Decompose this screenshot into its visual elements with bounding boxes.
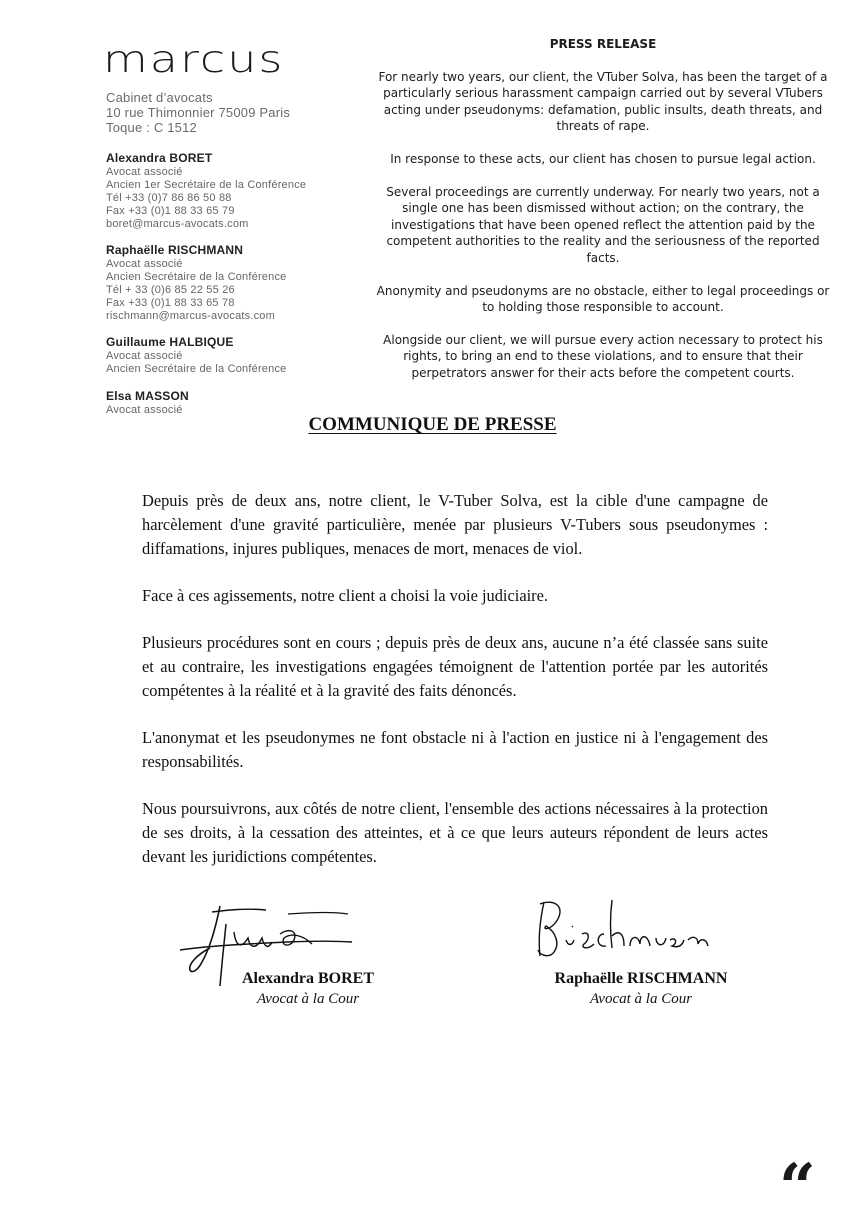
lawyer-detail: Tél + 33 (0)6 85 22 55 26 bbox=[106, 284, 235, 296]
firm-logo: marcus bbox=[103, 36, 285, 81]
lawyer-name: Alexandra BORET bbox=[106, 151, 213, 165]
french-paragraph: Face à ces agissements, notre client a choisi la voie judiciaire. bbox=[142, 586, 548, 605]
lawyer-detail: Ancien Secrétaire de la Conférence bbox=[106, 363, 287, 375]
lawyer-detail: Ancien 1er Secrétaire de la Conférence bbox=[106, 179, 307, 191]
firm-line: Toque : C 1512 bbox=[106, 120, 197, 135]
signature-name-rischmann: Raphaëlle RISCHMANN bbox=[554, 970, 728, 987]
lawyer-detail: Avocat associé bbox=[106, 258, 183, 270]
firm-line: Cabinet d’avocats bbox=[106, 90, 213, 105]
lawyer-detail: Fax +33 (0)1 88 33 65 78 bbox=[106, 297, 235, 309]
lawyer-masson bbox=[106, 390, 189, 417]
signature-name-boret: Alexandra BORET bbox=[241, 970, 374, 987]
english-paragraph: Several proceedings are currently underway. For nearly two years, not a single one has been dismissed without action; on the contrary, the investigations that have been opened reflect the attention paid by the competent authorities to the reality and the seriousness of the reported facts. bbox=[386, 184, 820, 265]
firm-address bbox=[106, 90, 290, 135]
french-body bbox=[142, 489, 768, 892]
english-paragraph: Anonymity and pseudonyms are no obstacle, either to legal proceedings or to holding those responsible to account. bbox=[376, 283, 830, 315]
lawyer-name: Guillaume HALBIQUE bbox=[106, 335, 234, 349]
lawyer-detail: Tél +33 (0)7 86 86 50 88 bbox=[106, 192, 232, 204]
english-paragraph: For nearly two years, our client, the VTuber Solva, has been the target of a particularly serious harassment campaign carried out by several VTubers acting under pseudonyms: defamation, public insults, death threats, and threats of rape. bbox=[378, 69, 828, 134]
english-paragraph: In response to these acts, our client has chosen to pursue legal action. bbox=[390, 151, 816, 166]
lawyer-email[interactable]: rischmann@marcus-avocats.com bbox=[106, 310, 275, 322]
english-paragraph: Alongside our client, we will pursue every action necessary to protect his rights, to bring an end to these violations, and to ensure that their perpetrators answer for their acts before the competent courts. bbox=[383, 332, 823, 380]
lawyer-detail: Avocat associé bbox=[106, 350, 183, 362]
lawyer-boret bbox=[106, 152, 306, 231]
french-paragraph: Nous poursuivrons, aux côtés de notre client, l'ensemble des actions nécessaires à la protection de ses droits, à la cessation des atteintes, et à ce que leurs auteurs répondent de leurs actes devant les juridictions compétentes. bbox=[142, 799, 768, 866]
lawyer-email[interactable]: boret@marcus-avocats.com bbox=[106, 218, 249, 230]
lawyer-name: Raphaëlle RISCHMANN bbox=[106, 243, 244, 257]
lawyer-rischmann bbox=[106, 244, 286, 323]
english-press-release bbox=[372, 36, 834, 398]
french-paragraph: Depuis près de deux ans, notre client, le V-Tuber Solva, est la cible d'une campagne de harcèlement d'une gravité particulière, menée par plusieurs V-Tubers sous pseudonymes : diffamations, injures publiques, menaces de mort, menaces de viol. bbox=[142, 491, 768, 558]
lawyer-halbique bbox=[106, 336, 286, 376]
english-title: PRESS RELEASE bbox=[549, 37, 657, 51]
lawyer-detail: Fax +33 (0)1 88 33 65 79 bbox=[106, 205, 235, 217]
signature-role-rischmann: Avocat à la Cour bbox=[589, 991, 693, 1007]
lawyer-detail: Avocat associé bbox=[106, 166, 183, 178]
french-paragraph: Plusieurs procédures sont en cours ; depuis près de deux ans, aucune n’a été classée sans suite et au contraire, les investigations engagées témoignent de l'attention portée par les autorités compétentes à la réalité et à la gravité des faits dénoncés. bbox=[142, 633, 768, 700]
lawyer-detail: Ancien Secrétaire de la Conférence bbox=[106, 271, 287, 283]
french-title-wrap bbox=[0, 414, 865, 436]
quote-mark-icon: “ bbox=[779, 1150, 816, 1225]
lawyer-name: Elsa MASSON bbox=[106, 389, 189, 403]
signature-role-boret: Avocat à la Cour bbox=[256, 991, 360, 1007]
signature-rischmann bbox=[530, 896, 715, 966]
french-paragraph: L'anonymat et les pseudonymes ne font obstacle ni à l'action en justice ni à l'engagement des responsabilités. bbox=[142, 728, 768, 771]
firm-line: 10 rue Thimonnier 75009 Paris bbox=[106, 105, 291, 120]
french-title: COMMUNIQUE DE PRESSE bbox=[308, 414, 557, 435]
lawyer-detail: Avocat associé bbox=[106, 404, 183, 416]
